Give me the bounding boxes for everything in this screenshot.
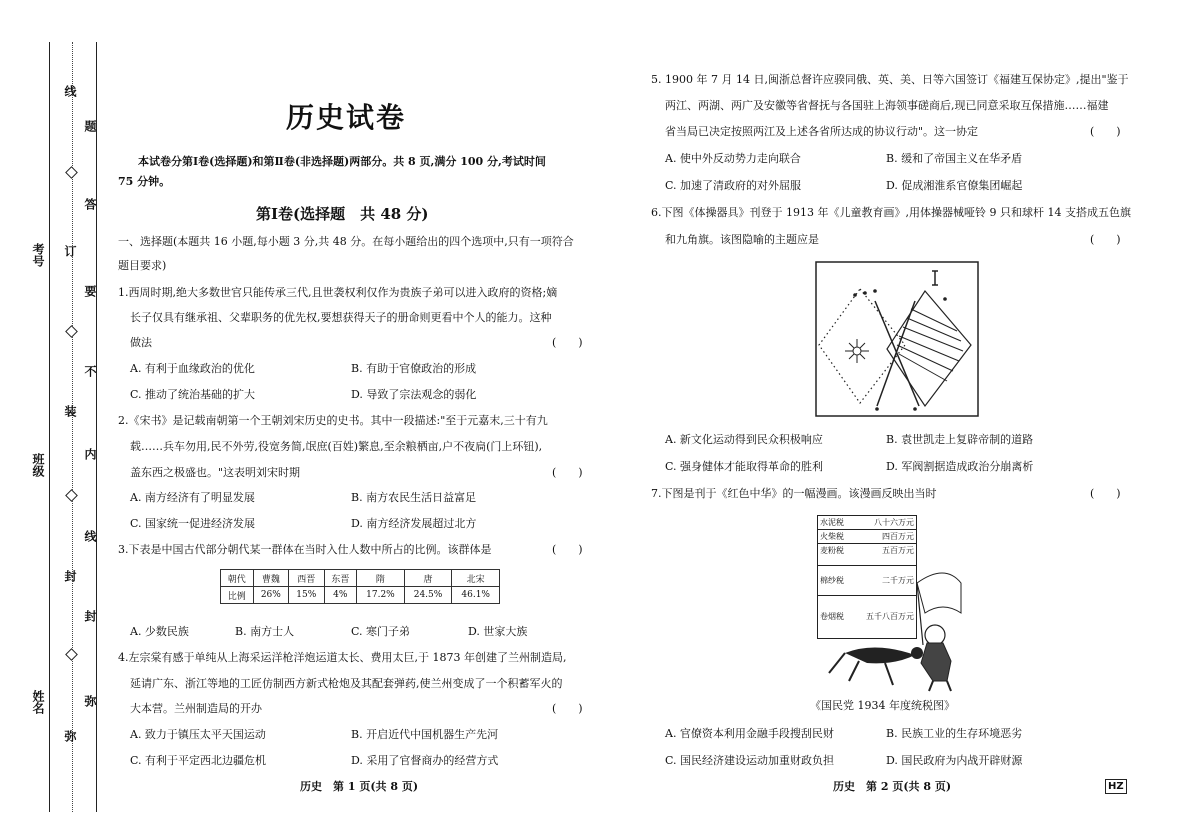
section-heading: 第Ⅰ卷(选择题 共 48 分) [256, 205, 429, 223]
q5-line-3: 省当局已决定按照两江及上述各省所达成的协议行动"。这一协定 [665, 125, 979, 138]
q4-line-1: 4.左宗棠有感于单纯从上海采运洋枪洋炮运道太长、费用太巨,于 1873 年创建了兰州制造局, [118, 651, 567, 664]
q3-option-a[interactable]: A. 少数民族 [130, 625, 189, 638]
mark-yao: 要 [83, 285, 97, 297]
exam-number-label: 考号 [31, 243, 45, 267]
q6-line-2: 和九角旗。该图隐喻的主题应是 [665, 233, 819, 246]
q6-answer-paren: ( ) [1090, 233, 1121, 246]
q7-figure-caption: 《国民党 1934 年度统税图》 [810, 699, 955, 712]
q7-option-b[interactable]: B. 民族工业的生存环境恶劣 [886, 727, 1023, 740]
tax-name: 火柴税 [820, 532, 844, 541]
table-cell: 15% [289, 587, 324, 604]
q3-option-d[interactable]: D. 世家大族 [468, 625, 528, 638]
q7-option-d[interactable]: D. 国民政府为内战开辟财源 [886, 754, 1023, 767]
q2-answer-paren: ( ) [552, 466, 583, 479]
diamond-marker-1 [65, 166, 78, 179]
q2-option-a[interactable]: A. 南方经济有了明显发展 [130, 491, 255, 504]
q1-line-2: 长子仅具有继承祖、父辈职务的优先权,要想获得天子的册命则更看中个人的能力。这种 [130, 311, 552, 324]
q4-answer-paren: ( ) [552, 702, 583, 715]
q2-line-3: 盖东西之极盛也。"这表明刘宋时期 [130, 466, 301, 479]
table-header-cell: 唐 [404, 570, 452, 587]
name-label: 姓名 [31, 690, 45, 714]
tax-name: 水泥税 [820, 518, 844, 527]
tax-amount: 五千八百万元 [866, 611, 914, 621]
q2-line-1: 2.《宋书》是记载南朝第一个王朝刘宋历史的史书。其中一段描述:"至于元嘉末,三十有九 [118, 414, 548, 427]
tax-amount: 五百万元 [882, 546, 914, 555]
q3-answer-paren: ( ) [552, 543, 583, 556]
q2-line-2: 载……兵车勿用,民不外劳,役宽务简,氓庶(百姓)繁息,至余粮栖亩,户不夜扃(门上环钮), [130, 440, 543, 453]
q6-option-d[interactable]: D. 军阀割据造成政治分崩离析 [886, 460, 1034, 473]
cartoon-figures [815, 513, 965, 693]
table-cell: 4% [324, 587, 357, 604]
mark-bu: 不 [83, 365, 97, 377]
q7-option-c[interactable]: C. 国民经济建设运动加重财政负担 [665, 754, 835, 767]
q3-option-c[interactable]: C. 寒门子弟 [351, 625, 411, 638]
table-header-cell: 朝代 [221, 570, 254, 587]
q3-line-1: 3.下表是中国古代部分朝代某一群体在当时入仕人数中所占的比例。该群体是 [118, 543, 492, 556]
page-2-footer: 历史 第 2 页(共 8 页) [833, 780, 952, 793]
diamond-marker-4 [65, 648, 78, 661]
q1-option-c[interactable]: C. 推动了统治基础的扩大 [130, 388, 256, 401]
table-cell: 26% [253, 587, 288, 604]
mark-feng-2: 封 [83, 610, 97, 622]
q5-line-2: 两江、两湖、两广及安徽等省督抚与各国驻上海领事磋商后,现已同意采取互保措施……福建 [665, 99, 1109, 112]
q2-option-b[interactable]: B. 南方农民生活日益富足 [351, 491, 477, 504]
q7-line-1: 7.下图是刊于《红色中华》的一幅漫画。该漫画反映出当时 [651, 487, 937, 500]
q1-option-d[interactable]: D. 导致了宗法观念的弱化 [351, 388, 477, 401]
q6-option-c[interactable]: C. 强身健体才能取得革命的胜利 [665, 460, 824, 473]
q7-option-a[interactable]: A. 官僚资本利用金融手段搜刮民财 [665, 727, 834, 740]
q3-option-b[interactable]: B. 南方士人 [235, 625, 295, 638]
mark-da: 答 [83, 198, 97, 210]
intro-line-2: 75 分钟。 [118, 175, 171, 188]
part-instruction-2: 题目要求) [118, 259, 167, 272]
tax-amount: 二千万元 [882, 576, 914, 585]
diamond-marker-2 [65, 325, 78, 338]
q1-option-a[interactable]: A. 有利于血缘政治的优化 [130, 362, 255, 375]
class-underline [49, 345, 50, 440]
q5-line-1: 5. 1900 年 7 月 14 日,闽浙总督许应骙同俄、英、美、日等六国签订《福建互保协定》,提出"鉴于 [651, 73, 1129, 86]
q1-option-b[interactable]: B. 有助于官僚政治的形成 [351, 362, 477, 375]
q6-option-a[interactable]: A. 新文化运动得到民众积极响应 [665, 433, 823, 446]
table-cell: 比例 [221, 587, 254, 604]
table-cell: 24.5% [404, 587, 452, 604]
q5-answer-paren: ( ) [1090, 125, 1121, 138]
page-1-footer: 历史 第 1 页(共 8 页) [300, 780, 419, 793]
table-header-cell: 隋 [357, 570, 405, 587]
mark-xian-2: 线 [83, 530, 97, 542]
q4-option-a[interactable]: A. 致力于镇压太平天国运动 [130, 728, 266, 741]
q5-option-c[interactable]: C. 加速了清政府的对外屈服 [665, 179, 802, 192]
q7-answer-paren: ( ) [1090, 487, 1121, 500]
exam-title: 历史试卷 [286, 101, 407, 134]
q1-line-1: 1.西周时期,绝大多数世官只能传承三代,且世袭权利仅作为贵族子弟可以进入政府的资格;嫡 [118, 286, 558, 299]
q4-option-c[interactable]: C. 有利于平定西北边疆危机 [130, 754, 267, 767]
table-row [221, 587, 500, 604]
diamond-marker-3 [65, 489, 78, 502]
table-cell: 17.2% [357, 587, 405, 604]
mark-feng: 封 [63, 570, 77, 582]
edition-badge: HZ [1105, 779, 1127, 794]
mark-mi: 弥 [63, 730, 77, 742]
mark-xian: 线 [63, 85, 77, 97]
q5-option-b[interactable]: B. 缓和了帝国主义在华矛盾 [886, 152, 1023, 165]
q3-ratio-table [220, 569, 500, 604]
table-header-cell: 西晋 [289, 570, 324, 587]
exam-number-underline [49, 140, 50, 240]
q4-option-b[interactable]: B. 开启近代中国机器生产先河 [351, 728, 499, 741]
table-cell: 46.1% [452, 587, 500, 604]
table-row [221, 570, 500, 587]
table-header-cell: 曹魏 [253, 570, 288, 587]
q6-line-1: 6.下图《体操器具》刊登于 1913 年《儿童教育画》,用体操器械哑铃 9 只和球杆 14 支搭成五色旗 [651, 206, 1131, 219]
tax-amount: 四百万元 [882, 532, 914, 541]
q2-option-c[interactable]: C. 国家统一促进经济发展 [130, 517, 256, 530]
tax-name: 棉纱税 [820, 576, 844, 585]
mark-zhuang: 装 [63, 405, 77, 417]
table-header-cell: 东晋 [324, 570, 357, 587]
mark-ti: 题 [83, 120, 97, 132]
q1-answer-paren: ( ) [552, 336, 583, 349]
q2-option-d[interactable]: D. 南方经济发展超过北方 [351, 517, 477, 530]
binding-dotted-line [72, 42, 73, 812]
intro-line-1: 本试卷分第Ⅰ卷(选择题)和第Ⅱ卷(非选择题)两部分。共 8 页,满分 100 分,考试时间 [138, 155, 546, 168]
tax-amount: 八十六万元 [874, 518, 914, 527]
q5-option-d[interactable]: D. 促成湘淮系官僚集团崛起 [886, 179, 1023, 192]
gymnastics-equipment-figure [815, 261, 979, 417]
part-instruction-1: 一、选择题(本题共 16 小题,每小题 3 分,共 48 分。在每小题给出的四个选项中,只有一项符合 [118, 235, 574, 248]
table-header-cell: 北宋 [452, 570, 500, 587]
tax-cartoon [815, 513, 965, 693]
q5-option-a[interactable]: A. 使中外反动势力走向联合 [665, 152, 801, 165]
tax-name: 卷烟税 [820, 611, 844, 621]
mark-mi-2: 弥 [83, 695, 97, 707]
q4-option-d[interactable]: D. 采用了官督商办的经营方式 [351, 754, 499, 767]
q4-line-2: 延请广东、浙江等地的工匠仿制西方新式枪炮及其配套弹药,使兰州变成了一个积蓄军火的 [130, 677, 563, 690]
q1-line-3: 做法 [130, 336, 152, 349]
q4-line-3: 大本营。兰州制造局的开办 [130, 702, 262, 715]
mark-nei: 内 [83, 448, 97, 460]
tax-name: 麦粉税 [820, 546, 844, 555]
name-underline [49, 560, 50, 670]
q6-option-b[interactable]: B. 袁世凯走上复辟帝制的道路 [886, 433, 1034, 446]
class-label: 班级 [31, 453, 45, 477]
mark-ding: 订 [63, 245, 77, 257]
